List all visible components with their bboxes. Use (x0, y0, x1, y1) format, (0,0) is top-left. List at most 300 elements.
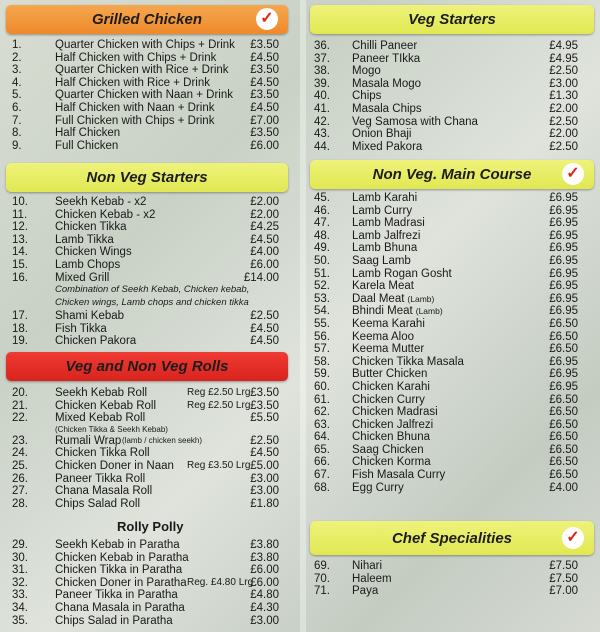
item-number: 36. (314, 40, 330, 52)
menu-item (314, 585, 590, 598)
item-name: Mixed Kebab Roll (55, 412, 146, 425)
item-name: Seekh Kebab in Paratha (55, 539, 180, 551)
item-number: 41. (314, 102, 330, 115)
item-price: £6.50 (549, 469, 578, 482)
non-veg-starters-header (6, 163, 288, 192)
item-number: 24. (12, 447, 28, 460)
menu-item (12, 196, 287, 209)
item-number: 45. (314, 192, 330, 204)
non-veg-starters-list (12, 196, 287, 348)
item-price: £1.30 (549, 90, 578, 103)
item-price: £3.00 (250, 485, 279, 498)
item-price: £6.50 (549, 343, 578, 356)
item-name: Chana Masala in Paratha (55, 601, 185, 614)
item-name: Chicken Tikka Roll (55, 447, 150, 460)
chef-specialities-title: Chef Specialities (391, 529, 513, 547)
item-price: £3.00 (250, 614, 279, 627)
item-number: 30. (12, 551, 28, 564)
item-number: 62. (314, 406, 330, 419)
item-name: Paneer Tikka Roll (55, 472, 146, 485)
item-number: 61. (314, 393, 330, 406)
item-price: £6.50 (549, 443, 578, 456)
item-price: £4.50 (250, 101, 279, 114)
item-name: Full Chicken (55, 139, 119, 152)
menu-item (314, 217, 590, 230)
item-name: Chicken Doner in Naan (55, 459, 174, 472)
item-price: £6.00 (250, 139, 279, 152)
item-number: 11. (12, 208, 28, 221)
menu-item (314, 381, 590, 394)
item-name: Bhindi Meat (Lamb) (352, 305, 443, 318)
rolls-list (12, 387, 287, 510)
item-price: £3.50 (250, 89, 279, 102)
item-name: Saag Chicken (352, 443, 424, 456)
item-number: 43. (314, 128, 330, 141)
item-number: 17. (12, 310, 28, 323)
item-price: £6.50 (549, 418, 578, 431)
menu-item (314, 280, 590, 293)
item-name: Haleem (352, 572, 392, 585)
item-number: 21. (12, 399, 28, 412)
item-name: Chicken Bhuna (352, 431, 430, 444)
menu-item (12, 577, 287, 590)
grilled-chicken-header (6, 5, 288, 34)
item-price: £4.50 (250, 447, 279, 460)
item-price: £4.95 (549, 40, 578, 52)
chef-specialities-header (310, 521, 594, 555)
item-number: 63. (314, 418, 330, 431)
non-veg-starters-title: Non Veg Starters (86, 169, 208, 186)
item-number: 5. (12, 89, 22, 102)
menu-item (12, 602, 287, 615)
item-name: Lamb Curry (352, 204, 413, 217)
menu-item (314, 242, 590, 255)
item-number: 64. (314, 431, 330, 444)
item-number: 65. (314, 443, 330, 456)
mixed-grill-description: Chicken wings, Lamb chops and chicken tikka (55, 297, 249, 309)
menu-item (314, 343, 590, 356)
veg-starters-title: Veg Starters (408, 11, 496, 28)
item-name: Daal Meat (Lamb) (352, 292, 435, 305)
item-name: Chicken Tikka in Paratha (55, 564, 183, 577)
item-number: 71. (314, 585, 330, 598)
item-price: £6.95 (549, 305, 578, 318)
item-name: Fish Tikka (55, 322, 107, 335)
item-note: (Chicken Tikka & Seekh Kebab) (55, 424, 168, 434)
item-price: £14.00 (243, 271, 279, 284)
item-price: £6.50 (549, 393, 578, 406)
menu-item (12, 552, 287, 565)
item-name: Karela Meat (352, 280, 415, 293)
item-number: 44. (314, 140, 330, 153)
item-name: Seekh Kebab Roll (55, 387, 148, 399)
item-name: Lamb Bhuna (352, 242, 418, 255)
item-price: £6.95 (549, 242, 578, 255)
menu-item (12, 615, 287, 628)
menu-item (314, 305, 590, 318)
item-price: £6.95 (549, 267, 578, 280)
menu-item (314, 331, 590, 344)
menu-item (12, 498, 287, 511)
menu-item (314, 192, 590, 205)
item-price: £2.50 (549, 115, 578, 128)
item-number: 56. (314, 330, 330, 343)
menu-item (12, 447, 287, 460)
item-number: 37. (314, 52, 330, 65)
menu-item (12, 115, 287, 128)
item-name: Chicken Jalfrezi (352, 418, 434, 431)
item-price: £6.00 (250, 564, 279, 577)
item-name: Rumali Wrap (55, 434, 122, 447)
item-name: Chicken Madrasi (352, 406, 438, 419)
item-price: £6.95 (549, 292, 578, 305)
item-number: 57. (314, 343, 330, 356)
item-price: £1.80 (250, 497, 279, 510)
item-number: 8. (12, 127, 22, 140)
checkmark-icon: ✓ (256, 8, 278, 30)
item-price: £4.95 (549, 52, 578, 65)
menu-item (12, 435, 287, 448)
item-price: £6.50 (549, 317, 578, 330)
menu-item (314, 482, 590, 495)
item-number: 15. (12, 258, 28, 271)
item-number: 47. (314, 217, 330, 230)
item-number: 49. (314, 242, 330, 255)
item-price: £6.95 (549, 204, 578, 217)
item-name: Lamb Tikka (55, 233, 114, 246)
item-price: £3.50 (250, 64, 279, 77)
menu-item (314, 573, 590, 586)
grilled-chicken-list (12, 39, 287, 152)
item-price: £6.50 (549, 406, 578, 419)
item-price: £4.00 (549, 481, 578, 494)
item-price: £3.00 (549, 77, 578, 90)
item-number: 46. (314, 204, 330, 217)
item-price: £6.95 (549, 229, 578, 242)
item-name: Seekh Kebab - x2 (55, 196, 147, 208)
item-number: 54. (314, 305, 330, 318)
item-number: 28. (12, 497, 28, 510)
item-number: 2. (12, 51, 22, 64)
item-number: 10. (12, 196, 28, 208)
item-name: Shami Kebab (55, 310, 125, 323)
item-number: 51. (314, 267, 330, 280)
item-name: Quarter Chicken with Chips + Drink (55, 39, 235, 51)
item-name: Masala Mogo (352, 77, 422, 90)
item-number: 26. (12, 472, 28, 485)
item-price: £6.00 (250, 258, 279, 271)
item-name: Chicken Kebab - x2 (55, 208, 156, 221)
item-price: £2.00 (549, 128, 578, 141)
item-number: 60. (314, 380, 330, 393)
item-name: Butter Chicken (352, 368, 428, 381)
menu-item (314, 230, 590, 243)
item-number: 50. (314, 254, 330, 267)
menu-item (12, 323, 287, 336)
menu-item (314, 205, 590, 218)
item-number: 3. (12, 64, 22, 77)
item-price: £3.50 (250, 39, 279, 51)
item-price: £6.50 (549, 431, 578, 444)
item-price: £7.50 (549, 572, 578, 585)
menu-item (12, 209, 287, 222)
item-name: Masala Chips (352, 102, 422, 115)
item-number: 42. (314, 115, 330, 128)
menu-item (314, 444, 590, 457)
item-number: 38. (314, 65, 330, 78)
menu-item (314, 128, 590, 141)
item-price: £2.50 (250, 310, 279, 323)
menu-item (314, 53, 590, 66)
item-number: 31. (12, 564, 28, 577)
rolly-polly-list (12, 539, 287, 627)
item-name: Chips (352, 90, 382, 103)
item-size-options: Reg £3.50 Lrg (187, 459, 251, 471)
item-price: £2.00 (250, 196, 279, 208)
menu-item (314, 419, 590, 432)
item-name: Mixed Pakora (352, 140, 423, 153)
item-price: £4.50 (250, 76, 279, 89)
menu-item (12, 89, 287, 102)
non-veg-main-list (314, 192, 590, 494)
menu-item (314, 141, 590, 154)
item-name: Half Chicken with Rice + Drink (55, 76, 210, 89)
item-number: 19. (12, 335, 28, 348)
checkmark-icon: ✓ (562, 527, 584, 549)
item-name: Chicken Kebab Roll (55, 399, 157, 412)
column-divider (300, 0, 306, 632)
item-name: Chicken Curry (352, 393, 425, 406)
menu-item (12, 140, 287, 153)
item-name: Half Chicken (55, 127, 121, 140)
grilled-chicken-title: Grilled Chicken (91, 11, 203, 28)
item-number: 66. (314, 456, 330, 469)
menu-item (314, 268, 590, 281)
item-name: Chilli Paneer (352, 40, 418, 52)
item-price: £4.50 (250, 233, 279, 246)
item-number: 27. (12, 485, 28, 498)
menu-item (12, 234, 287, 247)
item-number: 69. (314, 560, 330, 572)
item-price: £6.95 (549, 355, 578, 368)
item-number: 53. (314, 292, 330, 305)
chef-specialities-list (314, 560, 590, 598)
item-number: 68. (314, 481, 330, 494)
menu-item (12, 77, 287, 90)
item-name: Chicken Kebab in Paratha (55, 551, 189, 564)
menu-item (12, 272, 287, 285)
menu-item (314, 394, 590, 407)
item-number: 55. (314, 317, 330, 330)
menu-item (314, 40, 590, 53)
item-price: £4.50 (250, 322, 279, 335)
item-price: £3.80 (250, 551, 279, 564)
veg-starters-header (310, 5, 594, 34)
item-name: Paneer TIkka (352, 52, 421, 65)
item-number: 20. (12, 387, 28, 399)
rolls-header (6, 352, 288, 381)
menu-item (12, 460, 287, 473)
mixed-grill-description: Combination of Seekh Kebab, Chicken kebab, (55, 284, 250, 296)
item-name-note: (Lamb) (407, 293, 435, 304)
item-price: £5.00 (250, 459, 279, 472)
item-name: Lamb Chops (55, 258, 121, 271)
item-size-options: Reg £2.50 Lrg (187, 399, 251, 411)
item-price: £3.50 (250, 387, 279, 399)
menu-item (12, 387, 287, 400)
item-price: £6.50 (549, 456, 578, 469)
menu-item (12, 564, 287, 577)
item-name: Chips Salad in Paratha (55, 614, 173, 627)
item-name: Lamb Rogan Gosht (352, 267, 452, 280)
item-name: Half Chicken with Naan + Drink (55, 101, 215, 114)
item-price: £6.95 (549, 217, 578, 230)
item-number: 40. (314, 90, 330, 103)
item-name: Quarter Chicken with Naan + Drink (55, 89, 234, 102)
veg-starters-list (314, 40, 590, 153)
item-price: £3.00 (250, 472, 279, 485)
item-price: £4.50 (250, 51, 279, 64)
item-name: Saag Lamb (352, 254, 411, 267)
item-name: Lamb Madrasi (352, 217, 425, 230)
non-veg-main-title: Non Veg. Main Course (372, 166, 532, 183)
item-name: Chicken Tikka (55, 221, 127, 234)
item-price: £2.50 (549, 65, 578, 78)
non-veg-main-header (310, 160, 594, 189)
item-name: Chicken Tikka Masala (352, 355, 464, 368)
item-number: 23. (12, 434, 28, 447)
menu-item (12, 335, 287, 348)
menu-item (12, 221, 287, 234)
item-number: 34. (12, 601, 28, 614)
item-price: £6.00 (250, 576, 279, 589)
item-number: 48. (314, 229, 330, 242)
rolly-polly-title: Rolly Polly (117, 519, 184, 534)
menu-item (314, 103, 590, 116)
item-price: £2.50 (250, 434, 279, 447)
item-number: 32. (12, 576, 28, 589)
item-name: Chicken Wings (55, 246, 132, 259)
item-number: 1. (12, 39, 22, 51)
item-price: £6.95 (549, 280, 578, 293)
menu-item (314, 469, 590, 482)
item-price: £5.50 (250, 412, 279, 425)
item-name: Keema Mutter (352, 343, 425, 356)
item-name: Chana Masala Roll (55, 485, 153, 498)
item-number: 4. (12, 76, 22, 89)
menu-item (314, 65, 590, 78)
item-number: 67. (314, 469, 330, 482)
menu-item (12, 400, 287, 413)
item-price: £2.00 (549, 102, 578, 115)
item-name-note: (Lamb) (415, 306, 443, 317)
menu-item (12, 473, 287, 486)
menu-item (12, 310, 287, 323)
item-name: Onion Bhaji (352, 128, 412, 141)
item-number: 22. (12, 412, 28, 425)
item-name: Egg Curry (352, 481, 404, 494)
menu-item (12, 127, 287, 140)
item-price: £7.00 (250, 114, 279, 127)
item-number: 33. (12, 589, 28, 602)
item-number: 13. (12, 233, 28, 246)
item-name: Chicken Korma (352, 456, 431, 469)
item-number: 29. (12, 539, 28, 551)
item-price: £2.50 (549, 140, 578, 153)
item-price: £6.95 (549, 368, 578, 381)
item-price: £4.50 (250, 335, 279, 348)
menu-item (12, 246, 287, 259)
item-name: Mixed Grill (55, 271, 110, 284)
menu-item (12, 259, 287, 272)
item-name: Keema Karahi (352, 317, 425, 330)
menu-item (314, 456, 590, 469)
menu-item (12, 39, 287, 52)
menu-item (314, 90, 590, 103)
item-number: 58. (314, 355, 330, 368)
item-number: 18. (12, 322, 28, 335)
menu-item (12, 485, 287, 498)
menu-item (12, 64, 287, 77)
menu-item (12, 539, 287, 552)
item-name: Veg Samosa with Chana (352, 115, 478, 128)
menu-item (314, 356, 590, 369)
item-name: Chicken Pakora (55, 335, 137, 348)
item-number: 7. (12, 114, 22, 127)
item-number: 14. (12, 246, 28, 259)
menu-item (314, 255, 590, 268)
menu-item (12, 425, 287, 435)
item-number: 16. (12, 271, 28, 284)
menu-item (12, 589, 287, 602)
menu-item (314, 368, 590, 381)
menu-item (314, 406, 590, 419)
menu-item (314, 560, 590, 573)
item-name: Full Chicken with Chips + Drink (55, 114, 215, 127)
item-price: £6.95 (549, 380, 578, 393)
item-number: 52. (314, 280, 330, 293)
item-name: Mogo (352, 65, 381, 78)
item-number: 70. (314, 572, 330, 585)
item-name: Paya (352, 585, 379, 598)
item-price: £3.50 (250, 399, 279, 412)
item-number: 35. (12, 614, 28, 627)
item-price: £4.00 (250, 246, 279, 259)
item-name: Lamb Jalfrezi (352, 229, 421, 242)
item-price: £2.00 (250, 208, 279, 221)
menu-item (314, 318, 590, 331)
item-number: 6. (12, 101, 22, 114)
item-price: £7.50 (549, 560, 578, 572)
item-name: Chicken Karahi (352, 380, 430, 393)
rolls-title: Veg and Non Veg Rolls (65, 358, 229, 375)
checkmark-icon: ✓ (562, 163, 584, 185)
menu-item (314, 431, 590, 444)
item-name: Chips Salad Roll (55, 497, 141, 510)
item-number: 12. (12, 221, 28, 234)
item-number: 39. (314, 77, 330, 90)
item-number: 59. (314, 368, 330, 381)
item-number: 9. (12, 139, 22, 152)
menu-item (314, 293, 590, 306)
item-price: £6.50 (549, 330, 578, 343)
menu-item (12, 102, 287, 115)
item-price: £3.80 (250, 539, 279, 551)
item-name: Half Chicken with Chips + Drink (55, 51, 217, 64)
item-price: £4.30 (250, 601, 279, 614)
item-price: £3.50 (250, 127, 279, 140)
item-name: Paneer Tikka in Paratha (55, 589, 178, 602)
